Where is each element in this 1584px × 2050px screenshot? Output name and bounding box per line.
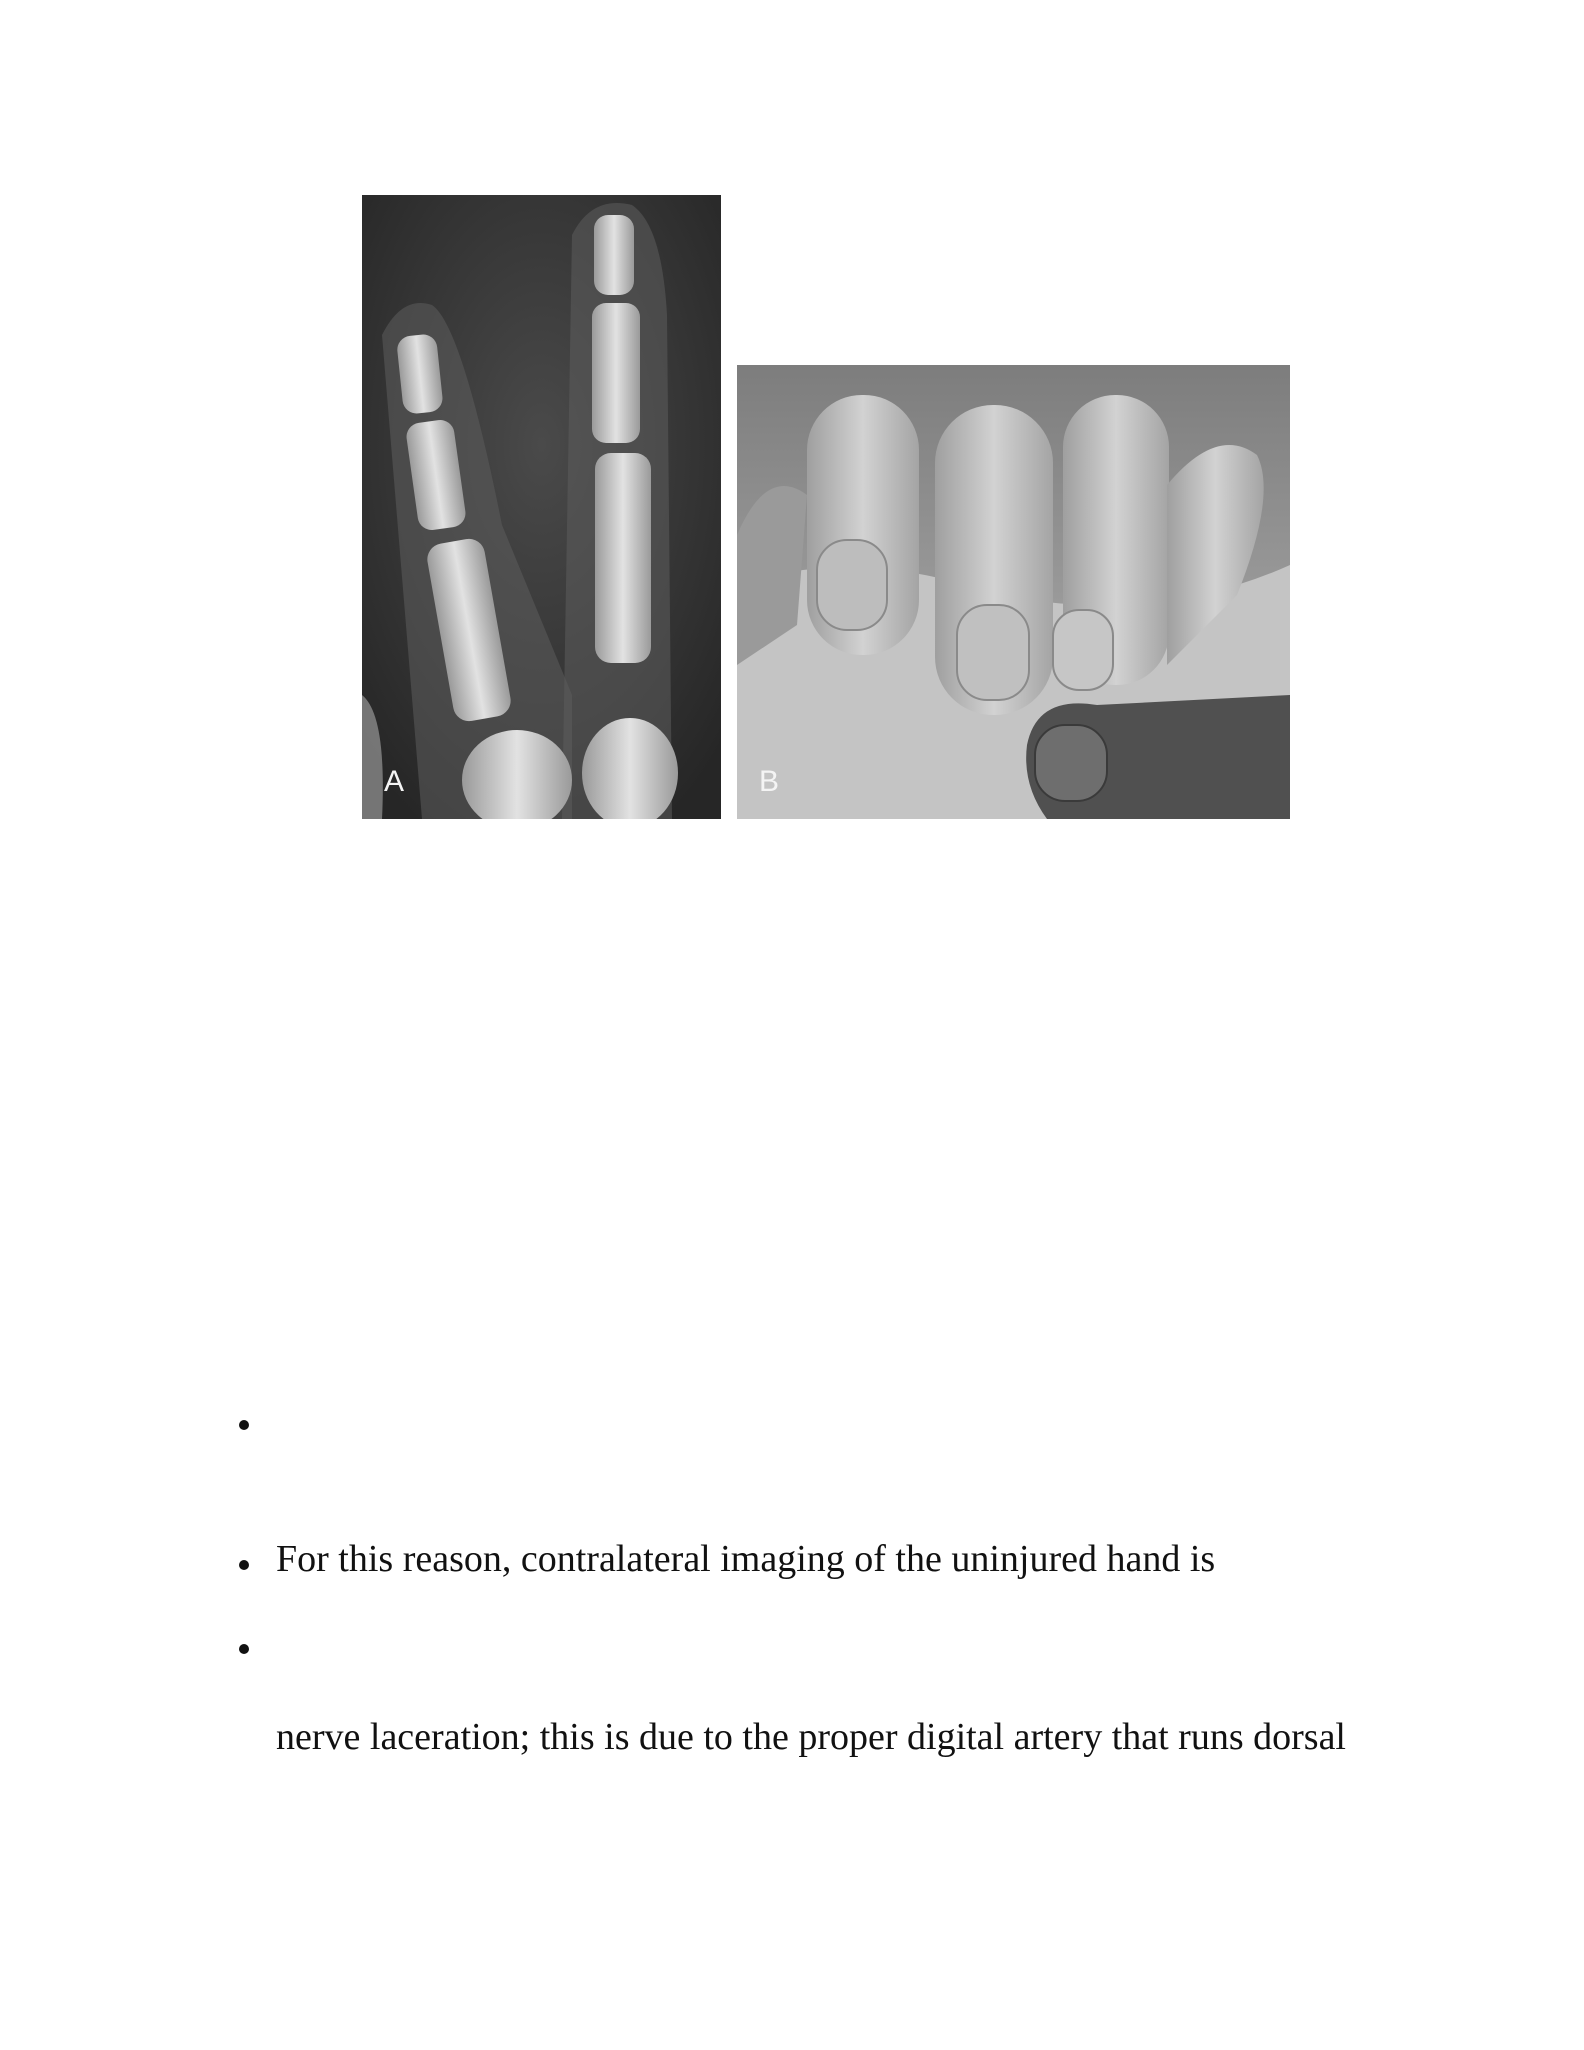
bullet-icon [239,1644,249,1654]
bullet-text: For this reason, contralateral imaging of the uninjured hand is [276,1538,1216,1580]
hand-photo-image [737,365,1290,819]
bullet-icon [239,1560,249,1570]
panel-a-label: A [384,765,405,798]
xray-image [362,195,721,819]
bullet-text: nerve laceration; this is due to the proper digital artery that runs dorsal [276,1716,1346,1758]
figure-panel-b-photo [737,365,1290,819]
figure-panel-a-xray [362,195,721,819]
panel-b-label: B [759,765,780,798]
bullet-icon [239,1420,249,1430]
